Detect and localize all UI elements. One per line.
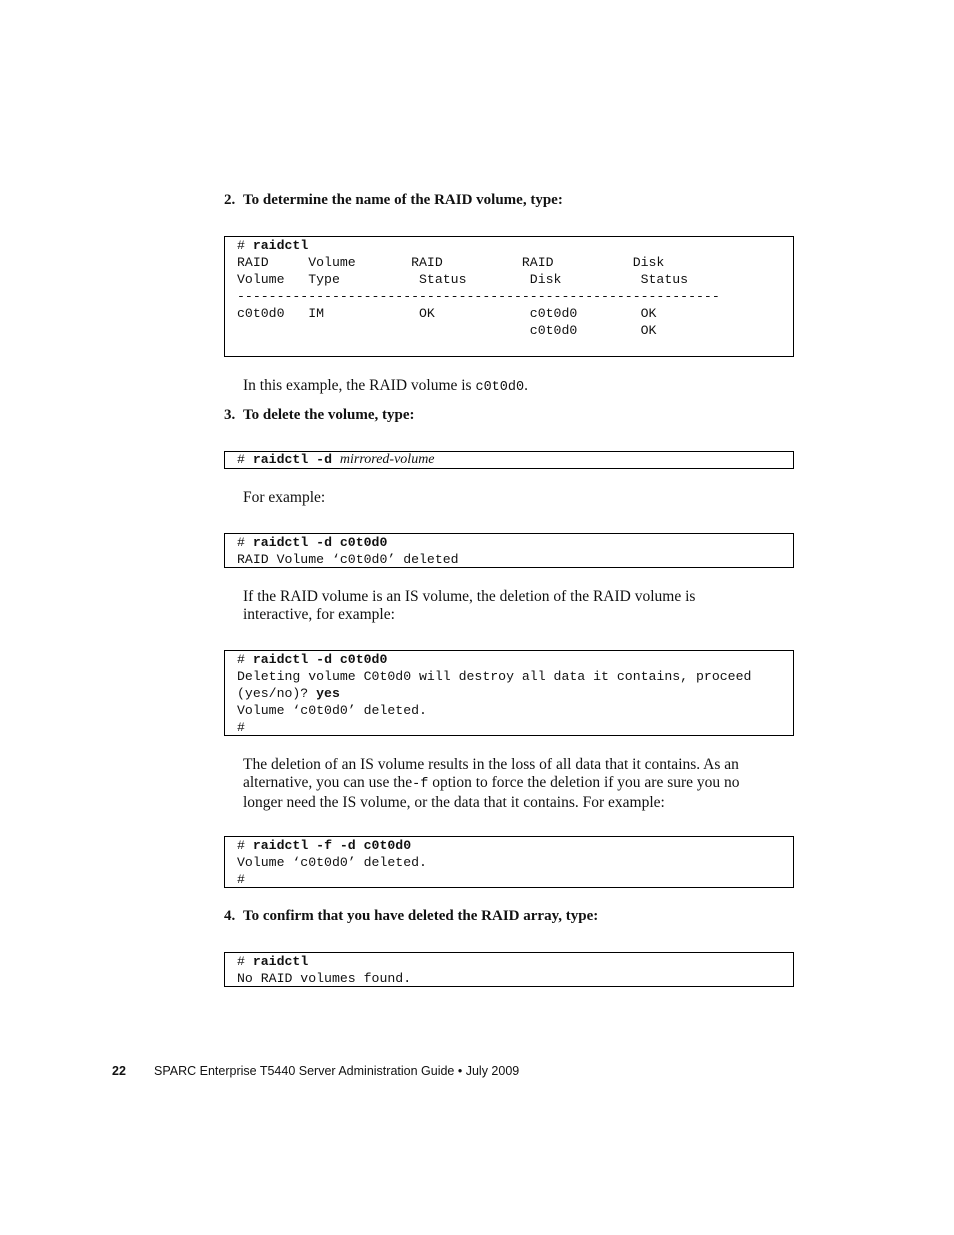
code-line: (yes/no)? — [237, 686, 317, 701]
code-line: RAID Volume RAID RAID Disk — [237, 255, 665, 270]
code-line: Volume ‘c0t0d0’ deleted. — [237, 703, 427, 718]
paragraph-is-volume — [243, 588, 795, 624]
paragraph-text: option to force the deletion if you are sure you no — [428, 774, 740, 791]
command: raidctl — [252, 238, 309, 253]
command: raidctl -d — [252, 452, 332, 467]
publication-date: July 2009 — [465, 1064, 520, 1078]
step-2-heading — [224, 192, 563, 209]
code-line: c0t0d0 OK — [237, 323, 657, 338]
inline-code: -f — [412, 777, 429, 792]
code-block-confirm — [224, 952, 794, 987]
step-number: 4. — [224, 908, 236, 924]
step-text: To confirm that you have deleted the RAID array, type: — [243, 908, 599, 924]
step-text: To determine the name of the RAID volume, type: — [243, 192, 563, 208]
code-line: Volume Type Status Disk Status — [237, 272, 689, 287]
paragraph-text: In this example, the RAID volume is — [243, 377, 476, 394]
command: raidctl -d c0t0d0 — [252, 535, 388, 550]
paragraph-line: longer need the IS volume, or the data that it contains. For example: — [243, 794, 665, 811]
code-block-interactive-delete — [224, 650, 794, 736]
paragraph-example-volume — [243, 377, 795, 397]
code-line: RAID Volume ‘c0t0d0’ deleted — [237, 552, 459, 567]
argument-placeholder: mirrored-volume — [339, 452, 435, 467]
command: raidctl -f -d c0t0d0 — [252, 838, 412, 853]
prompt: # — [237, 452, 245, 467]
paragraph-text: alternative, you can use the — [243, 774, 413, 791]
command: raidctl — [252, 954, 309, 969]
prompt: # — [237, 954, 245, 969]
paragraph-for-example — [243, 489, 795, 507]
document-title: SPARC Enterprise T5440 Server Administration Guide — [154, 1064, 455, 1078]
prompt: # — [237, 238, 245, 253]
code-line: Deleting volume C0t0d0 will destroy all data it contains, proceed — [237, 669, 752, 684]
paragraph-line: The deletion of an IS volume results in the loss of all data that it contains. As an — [243, 756, 739, 773]
command: raidctl -d c0t0d0 — [252, 652, 388, 667]
code-block-delete-example — [224, 533, 794, 568]
page-footer — [112, 1064, 519, 1078]
code-line: # — [237, 872, 245, 887]
code-block-delete-syntax — [224, 451, 794, 469]
code-line: Volume ‘c0t0d0’ deleted. — [237, 855, 427, 870]
step-number: 3. — [224, 407, 236, 423]
user-answer: yes — [316, 686, 340, 701]
prompt: # — [237, 535, 245, 550]
paragraph-text: For example: — [243, 489, 326, 506]
code-block-force-delete — [224, 836, 794, 888]
page-number: 22 — [112, 1064, 126, 1078]
prompt: # — [237, 838, 245, 853]
bullet-separator: • — [457, 1064, 463, 1078]
inline-code: c0t0d0 — [475, 380, 525, 395]
paragraph-force-option — [243, 756, 795, 812]
paragraph-text: . — [524, 377, 528, 394]
code-block-raidctl-list — [224, 236, 794, 357]
code-line: c0t0d0 IM OK c0t0d0 OK — [237, 306, 657, 321]
step-number: 2. — [224, 192, 236, 208]
prompt: # — [237, 652, 245, 667]
step-text: To delete the volume, type: — [243, 407, 415, 423]
paragraph-line: If the RAID volume is an IS volume, the deletion of the RAID volume is — [243, 588, 696, 605]
code-line: No RAID volumes found. — [237, 971, 412, 986]
code-line: # — [237, 720, 245, 735]
paragraph-line: interactive, for example: — [243, 606, 395, 623]
step-3-heading — [224, 407, 415, 424]
code-line: ------------------------------------------------------------- — [237, 289, 720, 304]
step-4-heading — [224, 908, 598, 925]
